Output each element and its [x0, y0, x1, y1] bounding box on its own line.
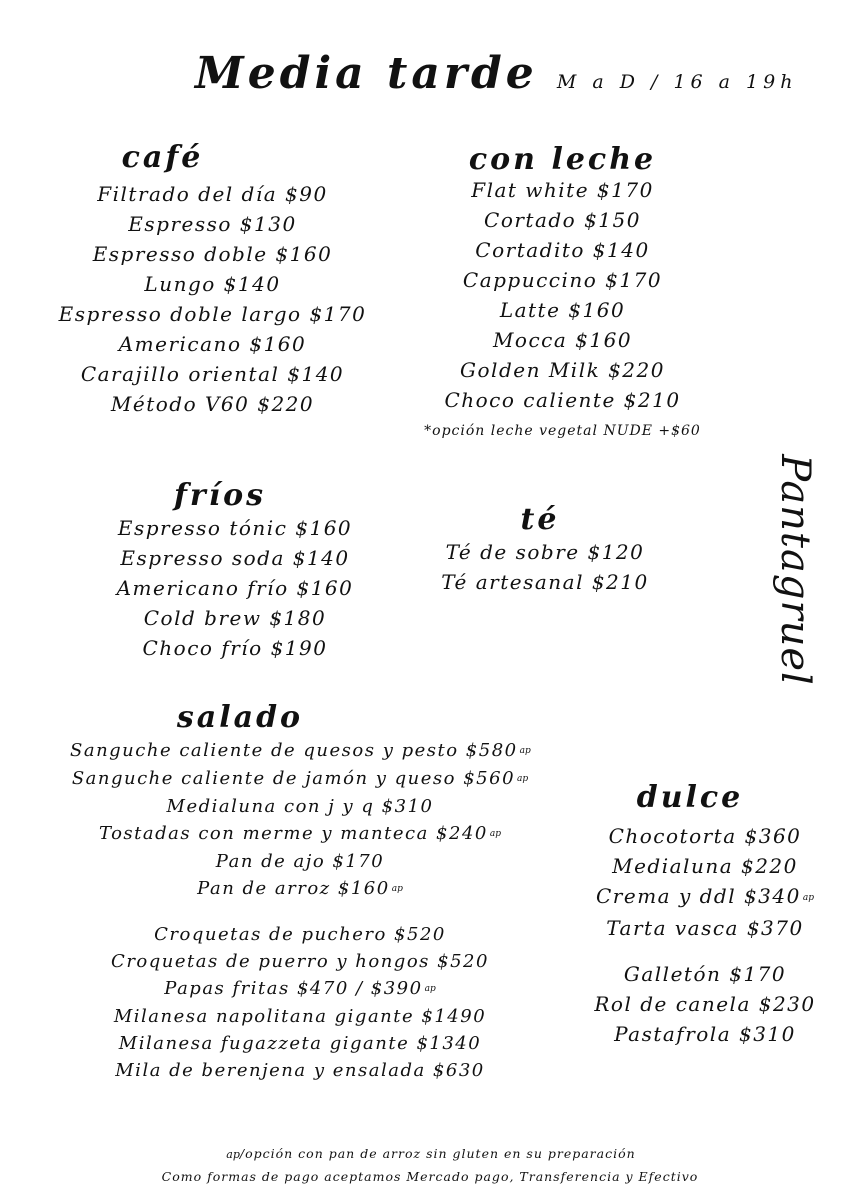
menu-item [590, 1019, 820, 1049]
section-salado [70, 700, 530, 1084]
menu-item [70, 820, 530, 848]
menu-item [70, 875, 530, 903]
menu-item: Choco frío $190 [142, 636, 328, 660]
menu-item-text: Pan de arroz $160 [197, 878, 390, 899]
menu-list-salado-a [70, 737, 530, 903]
menu-item [70, 1003, 530, 1030]
menu-item-text: Milanesa fugazzeta gigante $1340 [118, 1033, 482, 1054]
section-heading-cafe: café [121, 140, 204, 175]
gluten-free-mark: ap [517, 774, 529, 784]
section-con-leche [395, 142, 730, 439]
gluten-free-mark: ap [802, 893, 814, 903]
section-te [420, 502, 670, 597]
menu-item: Espresso doble $160 [92, 242, 333, 266]
section-dulce [590, 780, 820, 1049]
menu-list-frios [85, 513, 385, 663]
menu-item: Golden Milk $220 [460, 358, 665, 382]
signature-wrapper [705, 454, 868, 686]
menu-item-text: Medialuna con j y q $310 [166, 796, 434, 817]
section-cafe [40, 140, 385, 419]
menu-item: Método V60 $220 [110, 392, 315, 416]
menu-item-text: Sanguche caliente de quesos y pesto $580 [70, 740, 518, 761]
menu-item: Choco caliente $210 [444, 388, 681, 412]
menu-item [70, 921, 530, 948]
gluten-free-note-text: /opción con pan de arroz sin gluten en su preparación [239, 1146, 636, 1161]
gluten-free-mark: ap [489, 829, 501, 839]
menu-item [590, 821, 820, 851]
menu-item [590, 881, 820, 913]
menu-item: Americano $160 [118, 332, 307, 356]
menu-item-text: Papas fritas $470 / $390 [164, 978, 423, 999]
footer [100, 1146, 760, 1184]
menu-item [70, 793, 530, 820]
menu-item-text: Chocotorta $360 [608, 824, 802, 848]
signature: Pantagruel [772, 454, 819, 686]
menu-item-text: Pastafrola $310 [614, 1022, 796, 1046]
menu-item-text: Mila de berenjena y ensalada $630 [115, 1060, 485, 1081]
page-header [195, 48, 798, 99]
menu-item: Latte $160 [499, 298, 626, 322]
menu-item: Té de sobre $120 [445, 540, 645, 564]
menu-item-text: Sanguche caliente de jamón y queso $560 [71, 768, 516, 789]
menu-item-text: Medialuna $220 [612, 854, 798, 878]
menu-item-text: Croquetas de puchero $520 [154, 924, 446, 945]
menu-item-text: Rol de canela $230 [594, 992, 816, 1016]
menu-item: Té artesanal $210 [441, 570, 649, 594]
menu-item: Cortado $150 [484, 208, 641, 232]
gluten-free-mark: ap [519, 746, 531, 756]
payment-note: Como formas de pago aceptamos Mercado pago, Transferencia y Efectivo [161, 1169, 699, 1184]
section-frios [85, 478, 385, 663]
section-heading-dulce: dulce [636, 780, 744, 815]
menu-list-dulce-b [590, 959, 820, 1049]
menu-list-cafe [40, 179, 385, 419]
menu-item: Flat white $170 [471, 178, 654, 202]
section-heading-frios: fríos [173, 478, 266, 513]
gluten-free-mark: ap [226, 1148, 240, 1161]
menu-list-te [420, 537, 670, 597]
gluten-free-mark: ap [424, 984, 436, 994]
plant-milk-note: *opción leche vegetal NUDE +$60 [424, 423, 701, 439]
section-heading-te: té [520, 502, 560, 537]
menu-item [70, 1057, 530, 1084]
menu-item [70, 1030, 530, 1057]
menu-item [590, 959, 820, 989]
menu-item: Espresso doble largo $170 [58, 302, 367, 326]
menu-list-salado-b [70, 921, 530, 1084]
menu-item: Americano frío $160 [116, 576, 354, 600]
menu-list-con-leche [395, 175, 730, 415]
menu-item [70, 848, 530, 875]
menu-item [70, 948, 530, 975]
menu-item [70, 765, 530, 793]
menu-item: Carajillo oriental $140 [80, 362, 345, 386]
page-title: Media tarde [195, 48, 538, 99]
menu-item: Cold brew $180 [143, 606, 327, 630]
gluten-free-mark: ap [391, 884, 403, 894]
menu-item-text: Tarta vasca $370 [606, 916, 804, 940]
menu-item: Cappuccino $170 [462, 268, 663, 292]
menu-item: Espresso $130 [128, 212, 297, 236]
menu-item [590, 913, 820, 943]
menu-item [590, 989, 820, 1019]
section-heading-salado: salado [176, 700, 304, 735]
menu-item-text: Pan de ajo $170 [215, 851, 385, 872]
menu-item [70, 737, 530, 765]
menu-item [590, 851, 820, 881]
menu-item [70, 975, 530, 1003]
menu-item: Espresso tónic $160 [117, 516, 353, 540]
menu-item-text: Crema y ddl $340 [596, 884, 801, 908]
menu-item-text: Galletón $170 [623, 962, 787, 986]
menu-item-text: Croquetas de puerro y hongos $520 [111, 951, 489, 972]
menu-item-text: Tostadas con merme y manteca $240 [98, 823, 488, 844]
menu-item: Filtrado del día $90 [97, 182, 328, 206]
menu-item: Mocca $160 [492, 328, 633, 352]
section-heading-con-leche: con leche [468, 142, 657, 177]
gluten-free-note [100, 1146, 760, 1161]
menu-item-text: Milanesa napolitana gigante $1490 [113, 1006, 487, 1027]
menu-item: Espresso soda $140 [120, 546, 350, 570]
menu-item: Cortadito $140 [475, 238, 650, 262]
menu-list-dulce-a [590, 821, 820, 943]
schedule-label: M a D / 16 a 19h [556, 71, 798, 93]
menu-item: Lungo $140 [144, 272, 281, 296]
